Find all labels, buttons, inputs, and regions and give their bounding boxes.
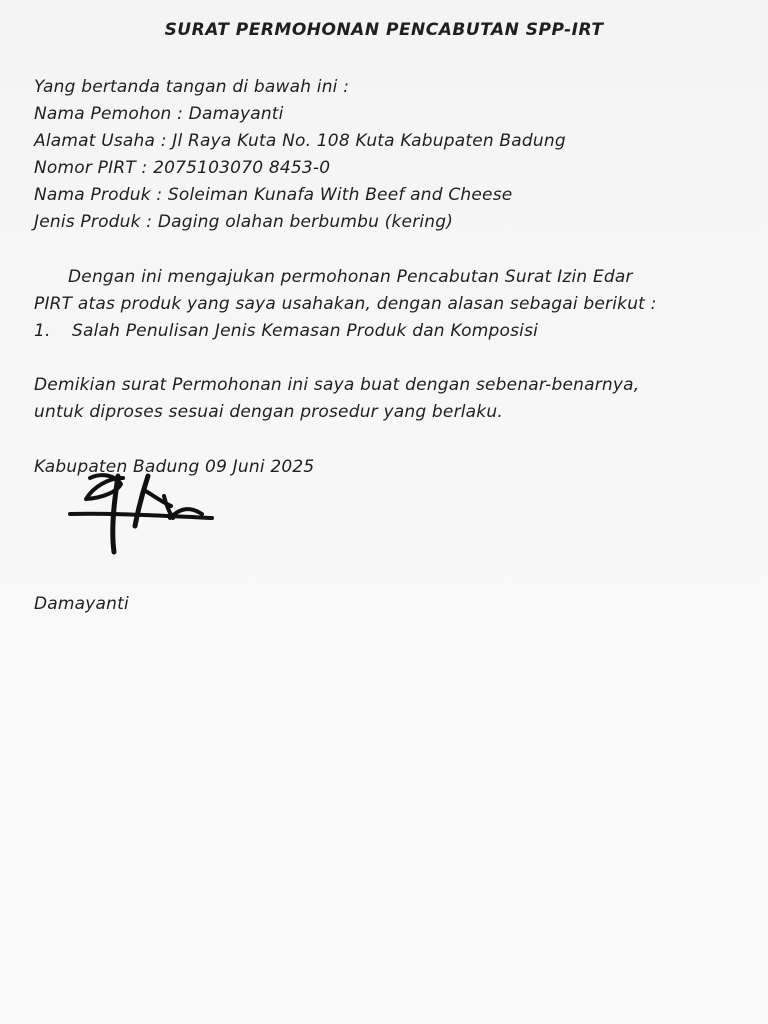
place-date-line: Kabupaten Badung 09 Juni 2025 <box>34 457 315 477</box>
signer-name: Damayanti <box>34 594 129 614</box>
body-paragraph-line-2: PIRT atas produk yang saya usahakan, dengan alasan sebagai berikut : <box>34 294 657 314</box>
name-line: Nama Pemohon : Damayanti <box>34 104 284 124</box>
closing-line-2: untuk diproses sesuai dengan prosedur yang berlaku. <box>34 402 503 422</box>
handwritten-signature <box>62 468 222 564</box>
intro-line: Yang bertanda tangan di bawah ini : <box>34 77 350 97</box>
address-line: Alamat Usaha : Jl Raya Kuta No. 108 Kuta Kabupaten Badung <box>34 131 566 151</box>
reason-text: Salah Penulisan Jenis Kemasan Produk dan Komposisi <box>72 321 539 341</box>
pirt-number-line: Nomor PIRT : 2075103070 8453-0 <box>34 158 331 178</box>
closing-line-1: Demikian surat Permohonan ini saya buat dengan sebenar-benarnya, <box>34 375 640 395</box>
product-type-line: Jenis Produk : Daging olahan berbumbu (kering) <box>34 212 454 232</box>
document-title: SURAT PERMOHONAN PENCABUTAN SPP-IRT <box>164 20 604 40</box>
body-paragraph-line-1: Dengan ini mengajukan permohonan Pencabutan Surat Izin Edar <box>68 267 633 287</box>
reason-number: 1. <box>34 321 51 341</box>
product-name-line: Nama Produk : Soleiman Kunafa With Beef and Cheese <box>34 185 513 205</box>
